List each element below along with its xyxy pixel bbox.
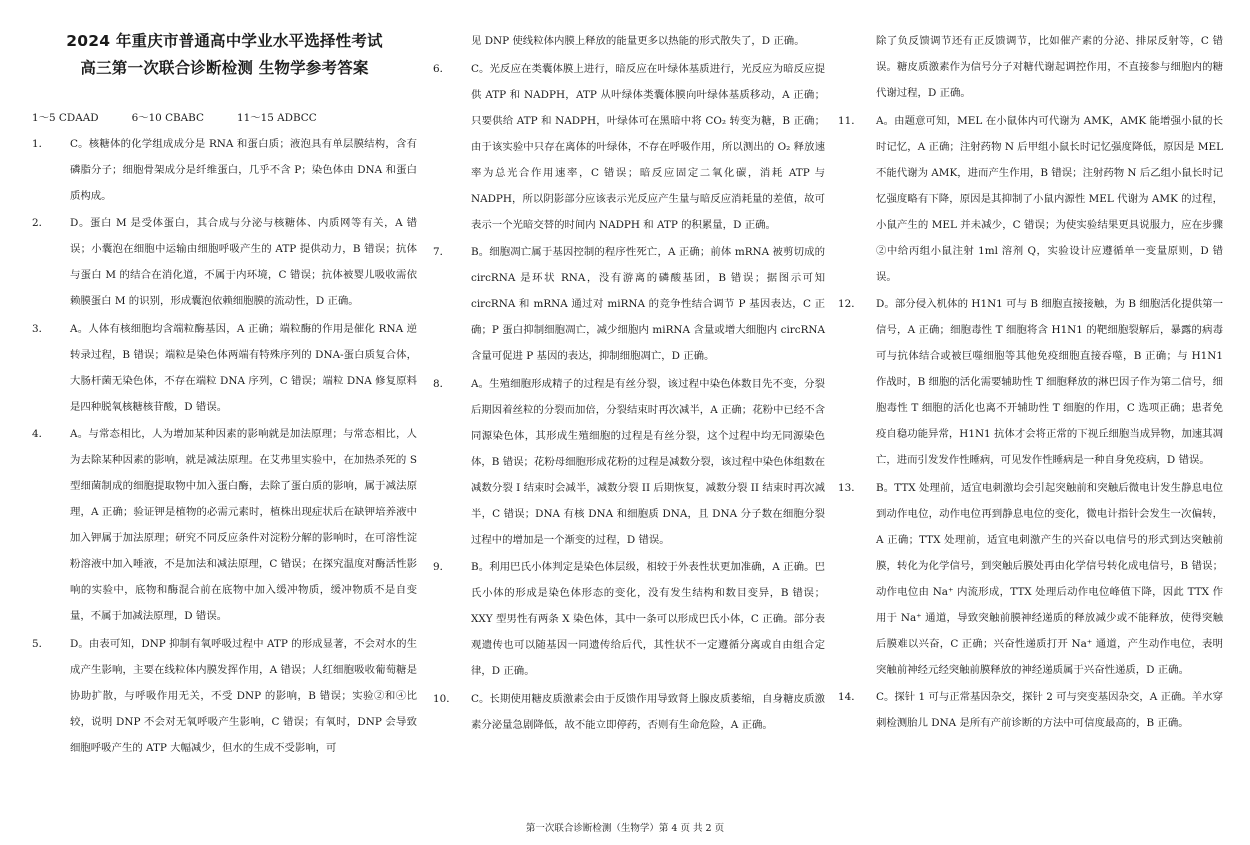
question-2 <box>32 210 417 314</box>
question-number: 8． <box>433 377 451 390</box>
question-9 <box>433 554 825 684</box>
question-1 <box>32 131 417 209</box>
question-explanation: C。长期使用糖皮质激素会由于反馈作用导致肾上腺皮质萎缩，自身糖皮质激素分泌量急剧降低，故不能立即停药，否则有生命危险，A 正确。 <box>471 692 825 731</box>
question-explanation: A。生殖细胞形成精子的过程是有丝分裂，该过程中染色体数目先不变，分裂后期因着丝粒的分裂而加倍，分裂结束时再次减半，A 正确；花粉中已经不含同源染色体，其形成生殖细胞的过程是有丝分裂，这个过程中均无同源染色体，B 错误；花粉母细胞形成花粉的过程是减数分裂，该过程中染色体组数在减数分裂 I 结束时会减半，减数分裂 II 后期恢复，减数分裂 II 结束时再次减半，C 错误；DNA 有核 DNA 和细胞质 DNA，且 DNA 分子数在细胞分裂过程中的增加是一个渐变的过程，D 错误。 <box>471 377 825 546</box>
question-5-continuation: 见 DNP 使线粒体内膜上释放的能量更多以热能的形式散失了，D 正确。 <box>471 35 805 47</box>
question-number: 14． <box>838 691 862 703</box>
question-explanation: C。光反应在类囊体膜上进行，暗反应在叶绿体基质进行，光反应为暗反应提供 ATP 和 NADPH，ATP 从叶绿体类囊体膜向叶绿体基质移动，A 正确；只要供给 ATP 和 NADPH，叶绿体可在黑暗中将 CO₂ 转变为糖，B 正确；由于该实验中只存在离体的叶绿体，不存在呼吸作用，所以测出的 O₂ 释放速率为总光合作用速率，C 错误；暗反应固定二氧化碳，消耗 ATP 与 NADPH，所以阴影部分应该表示光反应产生量与暗反应消耗量的差值，故可表示一个光暗交替的时间内 NADPH 和 ATP 的积累量，D 正确。 <box>471 62 825 231</box>
question-number: 13． <box>838 481 862 494</box>
question-6 <box>433 56 825 238</box>
question-number: 11． <box>838 114 862 127</box>
column-middle <box>433 28 825 738</box>
title-line-2: 高三第一次联合诊断检测 生物学参考答案 <box>80 59 369 77</box>
answer-key: 1～5 CDAAD 6～10 CBABC 11～15 ADBCC <box>32 112 317 124</box>
question-5 <box>32 631 417 761</box>
question-number: 4． <box>32 428 50 440</box>
question-8 <box>433 371 825 553</box>
question-explanation: D。由表可知，DNP 抑制有氧呼吸过程中 ATP 的形成显著，不会对水的生成产生影响，主要在线粒体内膜发挥作用，A 错误；人红细胞吸收葡萄糖是协助扩散，与呼吸作用无关，不受 DNP 的影响，B 错误；实验②和④比较，说明 DNP 不会对无氧呼吸产生影响，C 错误；有氧时，DNP 会导致细胞呼吸产生的 ATP 大幅减少，但水的生成不受影响，可 <box>70 637 417 754</box>
question-explanation: B。利用巴氏小体判定是染色体层级，相较于外表性状更加准确，A 正确。巴氏小体的形成是染色体形态的变化，没有发生结构和数目变异，B 错误；XXY 型男性有两条 X 染色体，其中一条可以形成巴氏小体，C 正确。部分表观遗传也可以随基因一同遗传给后代，其性状不一定遵循分离或自由组合定律，D 正确。 <box>471 561 825 677</box>
title-line-1: 2024 年重庆市普通高中学业水平选择性考试 <box>66 32 383 50</box>
question-13 <box>838 475 1223 683</box>
column-left <box>32 28 417 761</box>
column-right <box>838 28 1223 736</box>
question-11 <box>838 108 1223 290</box>
question-explanation: B。细胞凋亡属于基因控制的程序性死亡，A 正确；前体 mRNA 被剪切成的 circRNA 是环状 RNA，没有游离的磷酸基团，B 错误；据图示可知 circRNA 和 mRNA 通过对 miRNA 的竞争性结合调节 P 基因表达，C 正确；P 蛋白抑制细胞凋亡，减少细胞内 miRNA 含量或增大细胞内 circRNA 含量可促进 P 基因的表达，抑制细胞凋亡，D 正确。 <box>471 246 825 362</box>
question-number: 9． <box>433 561 451 573</box>
question-14 <box>838 684 1223 736</box>
question-explanation: A。由题意可知，MEL 在小鼠体内可代谢为 AMK，AMK 能增强小鼠的长时记忆，A 正确；注射药物 N 后甲组小鼠长时记忆强度降低，原因是 MEL 不能代谢为 AMK，进而产生作用，B 错误；注射药物 N 后乙组小鼠长时记忆强度略有下降，原因是其抑制了小鼠内源性 MEL 代谢为 AMK 的过程，小鼠产生的 MEL 并未减少，C 错误；为使实验结果更具说服力，应在步骤②中给丙组小鼠注射 1ml 溶剂 Q，实验设计应遵循单一变量原则，D 错误。 <box>876 114 1223 283</box>
question-number: 12． <box>838 298 862 310</box>
question-explanation: A。与常态相比，人为增加某种因素的影响就是加法原理；与常态相比，人为去除某种因素的影响，就是减法原理。在艾弗里实验中，在加热杀死的 S 型细菌制成的细胞提取物中加入蛋白酶，去除了蛋白质的影响，属于减法原理，A 正确；验证钾是植物的必需元素时，植株出现症状后在缺钾培养液中加入钾属于加法原理；研究不同反应条件对淀粉分解的影响时，在可溶性淀粉溶液中加入唾液，不是加法和减法原理，C 错误；在探究温度对酶活性影响的实验中，底物和酶混合前在底物中加入缓冲物质，缓冲物质不是自变量，不属于加减法原理，D 错误。 <box>70 428 417 622</box>
question-number: 5． <box>32 637 50 650</box>
question-number: 6． <box>433 62 451 75</box>
question-number: 3． <box>32 322 50 335</box>
question-explanation: D。蛋白 M 是受体蛋白，其合成与分泌与核糖体、内质网等有关，A 错误；小囊泡在细胞中运输由细胞呼吸产生的 ATP 提供动力，B 错误；抗体与蛋白 M 的结合在消化道，不属于内环境，C 错误；抗体被婴儿吸收需依赖膜蛋白 M 的识别，形成囊泡依赖细胞膜的流动性，D 正确。 <box>70 217 417 307</box>
question-number: 2． <box>32 217 50 229</box>
question-explanation: C。核糖体的化学组成成分是 RNA 和蛋白质；液泡具有单层膜结构，含有磷脂分子；细胞骨架成分是纤维蛋白，几乎不含 P；染色体由 DNA 和蛋白质构成。 <box>70 137 417 202</box>
question-10-continuation: 除了负反馈调节还有正反馈调节，比如催产素的分泌、排尿反射等，C 错误。糖皮质激素作为信号分子对糖代谢起调控作用，不直接参与细胞内的糖代谢过程，D 正确。 <box>876 35 1223 99</box>
question-explanation: D。部分侵入机体的 H1N1 可与 B 细胞直接接触，为 B 细胞活化提供第一信号，A 正确；细胞毒性 T 细胞将含 H1N1 的靶细胞裂解后，暴露的病毒可与抗体结合或被巨噬细胞等其他免疫细胞直接吞噬，B 正确；与 H1N1 作战时，B 细胞的活化需要辅助性 T 细胞释放的淋巴因子作为第二信号，细胞毒性 T 细胞的活化也离不开辅助性 T 细胞的作用，C 选项正确；患者免疫自稳功能异常，H1N1 抗体才会将正常的下视丘细胞当成异物，加速其凋亡，进而引发发作性睡病，可见发作性睡病是一种自身免疫病，D 错误。 <box>876 298 1223 466</box>
question-number: 10． <box>433 692 457 705</box>
page-footer: 第一次联合诊断检测（生物学）第 4 页 共 2 页 <box>525 823 725 834</box>
question-explanation: A。人体有核细胞均含端粒酶基因，A 正确；端粒酶的作用是催化 RNA 逆转录过程，B 错误；端粒是染色体两端有特殊序列的 DNA-蛋白质复合体，大肠杆菌无染色体，不存在端粒 DNA 序列，C 错误；端粒 DNA 修复原料是四种脱氧核糖核苷酸，D 错误。 <box>70 322 417 413</box>
question-number: 7． <box>433 246 451 258</box>
question-explanation: C。探针 1 可与正常基因杂交，探针 2 可与突变基因杂交，A 正确。羊水穿刺检测胎儿 DNA 是所有产前诊断的方法中可信度最高的，B 正确。 <box>876 691 1223 729</box>
question-12 <box>838 291 1223 473</box>
question-10 <box>433 686 825 738</box>
question-7 <box>433 239 825 369</box>
question-3 <box>32 316 417 420</box>
question-4 <box>32 421 417 629</box>
question-explanation: B。TTX 处理前，适宜电刺激均会引起突触前和突触后微电计发生静息电位到动作电位，动作电位再到静息电位的变化，微电计指针会发生一次偏转，A 正确；TTX 处理前，适宜电刺激产生的兴奋以电信号的形式到达突触前膜，转化为化学信号，到突触后膜处再由化学信号转化成电信号，B 错误；动作电位由 Na⁺ 内流形成，TTX 处理后动作电位峰值下降，因此 TTX 作用于 Na⁺ 通道，导致突触前膜神经递质的释放减少或不能释放，使得突触后膜难以兴奋，C 正确；兴奋性递质打开 Na⁺ 通道，产生动作电位，表明突触前神经元经突触前膜释放的神经递质属于兴奋性递质，D 正确。 <box>876 481 1223 676</box>
question-number: 1． <box>32 137 50 150</box>
